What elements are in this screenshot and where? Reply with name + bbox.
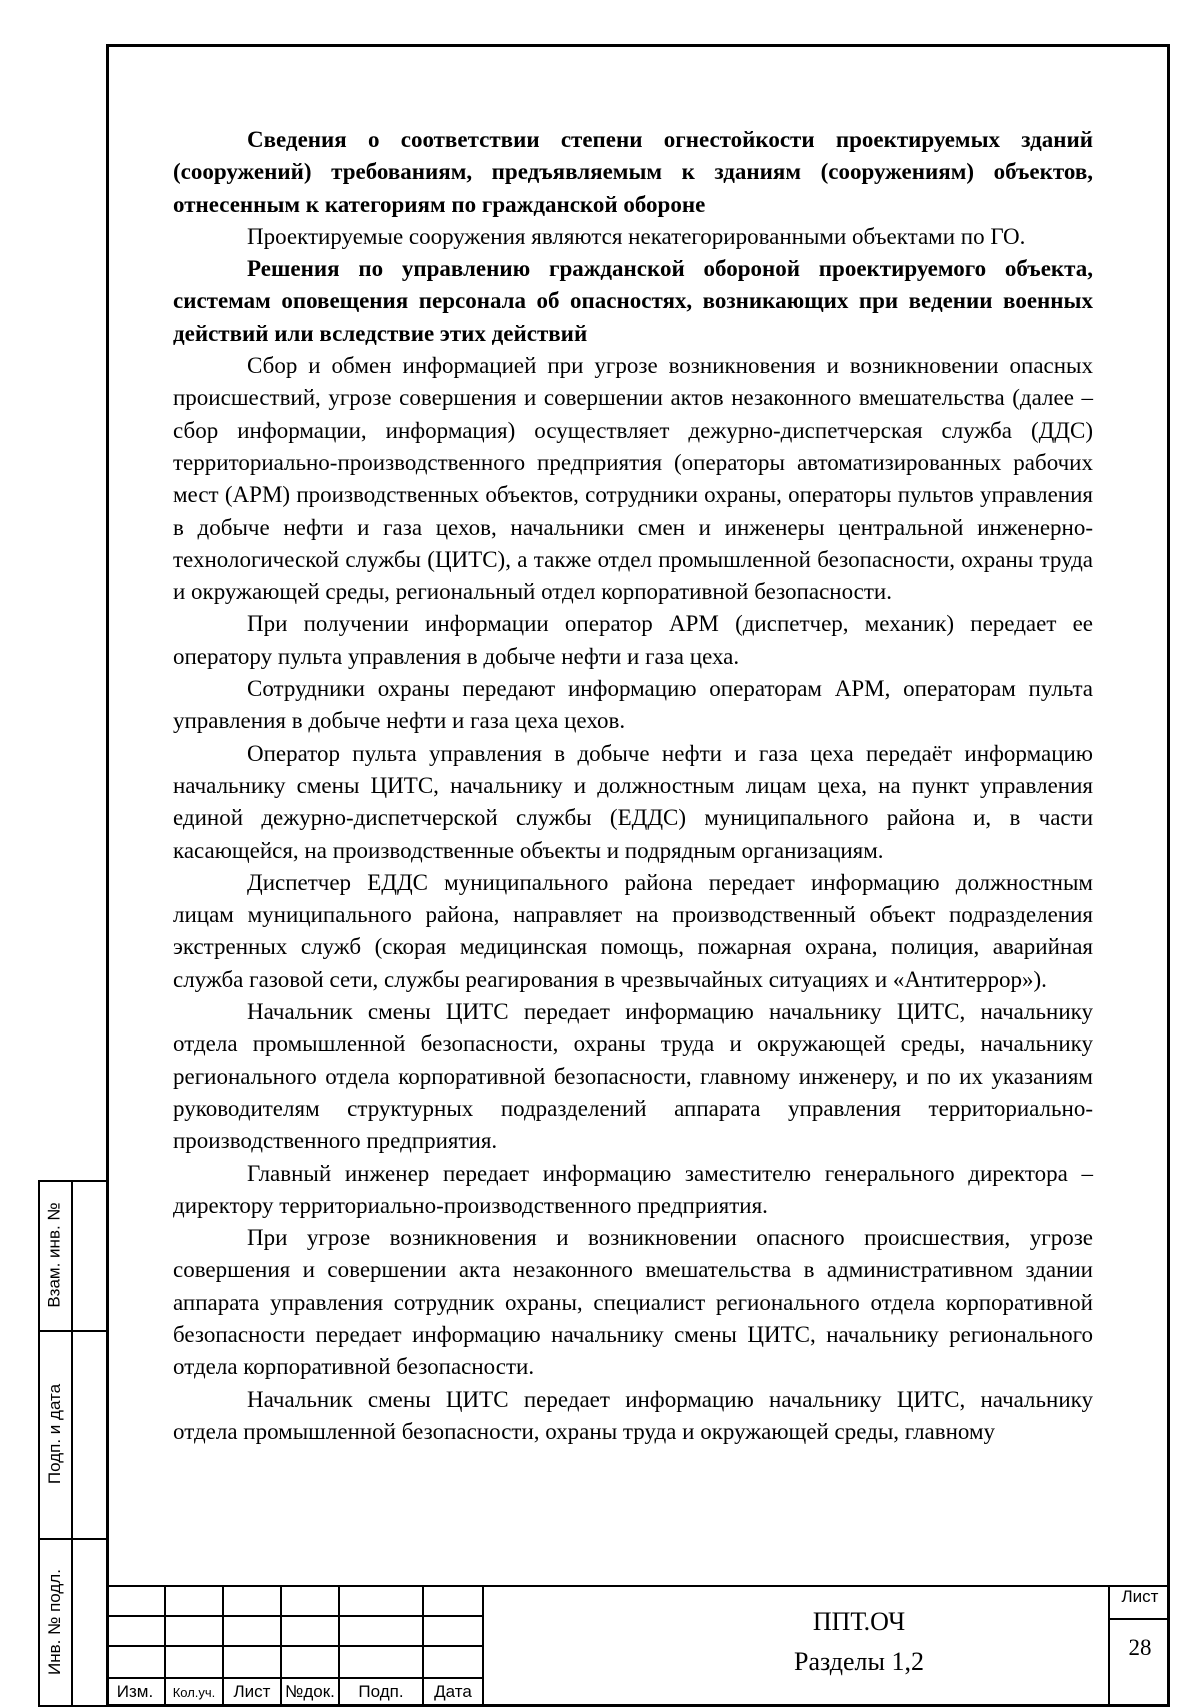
title-block (106, 1585, 1170, 1707)
paragraph: Сотрудники охраны передают информацию операторам АРМ, операторам пульта управления в добыче нефти и газа цеха цехов. (173, 676, 1093, 734)
paragraph: Главный инженер передает информацию заместителю генерального директора – директору территориально-производственного предприятия. (173, 1160, 1093, 1218)
paragraph: Сбор и обмен информацией при угрозе возникновения и возникновении опасных происшествий, угрозе совершения и совершении актов незаконного вмешательства (далее – сбор информации, информация) осуществляет дежурно-диспетчерская служба (ДДС) территориально-производственного предприятия (операторы автоматизированных рабочих мест (АРМ) производственных объектов, сотрудники охраны, операторы пультов управления в добыче нефти и газа цехов, начальники смен и инженеры центральной инженерно-технологической службы (ЦИТС), а также отдел промышленной безопасности, охраны труда и окружающей среды, региональный отдел корпоративной безопасности. (173, 353, 1093, 605)
sheet-label: Лист (1121, 1587, 1159, 1606)
col-podp: Подп. (358, 1682, 404, 1701)
paragraph: Начальник смены ЦИТС передает информацию начальнику ЦИТС, начальнику отдела промышленной безопасности, охраны труда и окружающей среды, главному (173, 1386, 1093, 1444)
paragraph: Диспетчер ЕДДС муниципального района передает информацию должностным лицам муниципального района, направляет на производственный объект подразделения экстренных служб (скорая медицинская помощь, пожарная охрана, полиция, аварийная служба газовой сети, службы реагирования в чрезвычайных ситуациях и «Антитеррор»). (173, 869, 1093, 992)
title-block-line (106, 1645, 482, 1647)
heading-fire-resistance: Сведения о соответствии степени огнестойкости проектируемых зданий (сооружений) требованиям, предъявляемым к зданиям (сооружениям) объектов, отнесенным к категориям по гражданской обороне (173, 127, 1093, 217)
side-stamp-inv: Инв. № подл. (45, 1568, 64, 1675)
heading-civil-defense: Решения по управлению гражданской обороной проектируемого объекта, системам оповещения персонала об опасностях, возникающих при ведении военных действий или вследствие этих действий (173, 256, 1093, 346)
col-data: Дата (434, 1682, 472, 1701)
col-ndok: №док. (285, 1682, 335, 1701)
col-kol-uch: Кол.уч. (172, 1684, 216, 1700)
title-block-line (106, 1585, 1170, 1587)
title-block-line (106, 1615, 482, 1617)
sheet-number: 28 (1128, 1635, 1152, 1660)
side-stamp-vzam: Взам. инв. № (45, 1202, 65, 1308)
paragraph: При угрозе возникновения и возникновении опасного происшествия, угрозе совершения и совершении акта незаконного вмешательства в административном здании аппарата управления сотрудник охраны, специалист регионального отдела корпоративной безопасности передает информацию начальнику смены ЦИТС, начальнику регионального отдела корпоративной безопасности. (173, 1225, 1093, 1380)
document-body (173, 124, 1093, 1448)
paragraph: Оператор пульта управления в добыче нефти и газа цеха передаёт информацию начальнику смены ЦИТС, начальнику и должностным лицам цеха, на пункт управления единой дежурно-диспетчерской службы (ЕДДС) муниципального района и, в части касающейся, на производственные объекты и подрядным организациям. (173, 740, 1093, 863)
document-code: ППТ.ОЧ (812, 1607, 906, 1636)
side-stamp-podp: Подп. и дата (45, 1383, 65, 1485)
side-stamp (38, 1180, 106, 1707)
document-sections: Разделы 1,2 (793, 1647, 924, 1676)
paragraph: Начальник смены ЦИТС передает информацию начальнику ЦИТС, начальнику отдела промышленной безопасности, охраны труда и окружающей среды, начальнику регионального отдела корпоративной безопасности, главному инженеру, и по их указаниям руководителям структурных подразделений аппарата управления территориально-производственного предприятия. (173, 999, 1093, 1154)
col-list: Лист (233, 1682, 271, 1701)
title-block-line (482, 1585, 484, 1707)
title-block-line (1110, 1618, 1170, 1620)
paragraph: Проектируемые сооружения являются некатегорированными объектами по ГО. (247, 223, 1026, 249)
col-izm: Изм. (116, 1682, 154, 1701)
paragraph: При получении информации оператор АРМ (диспетчер, механик) передает ее оператору пульта управления в добыче нефти и газа цеха. (173, 611, 1093, 669)
